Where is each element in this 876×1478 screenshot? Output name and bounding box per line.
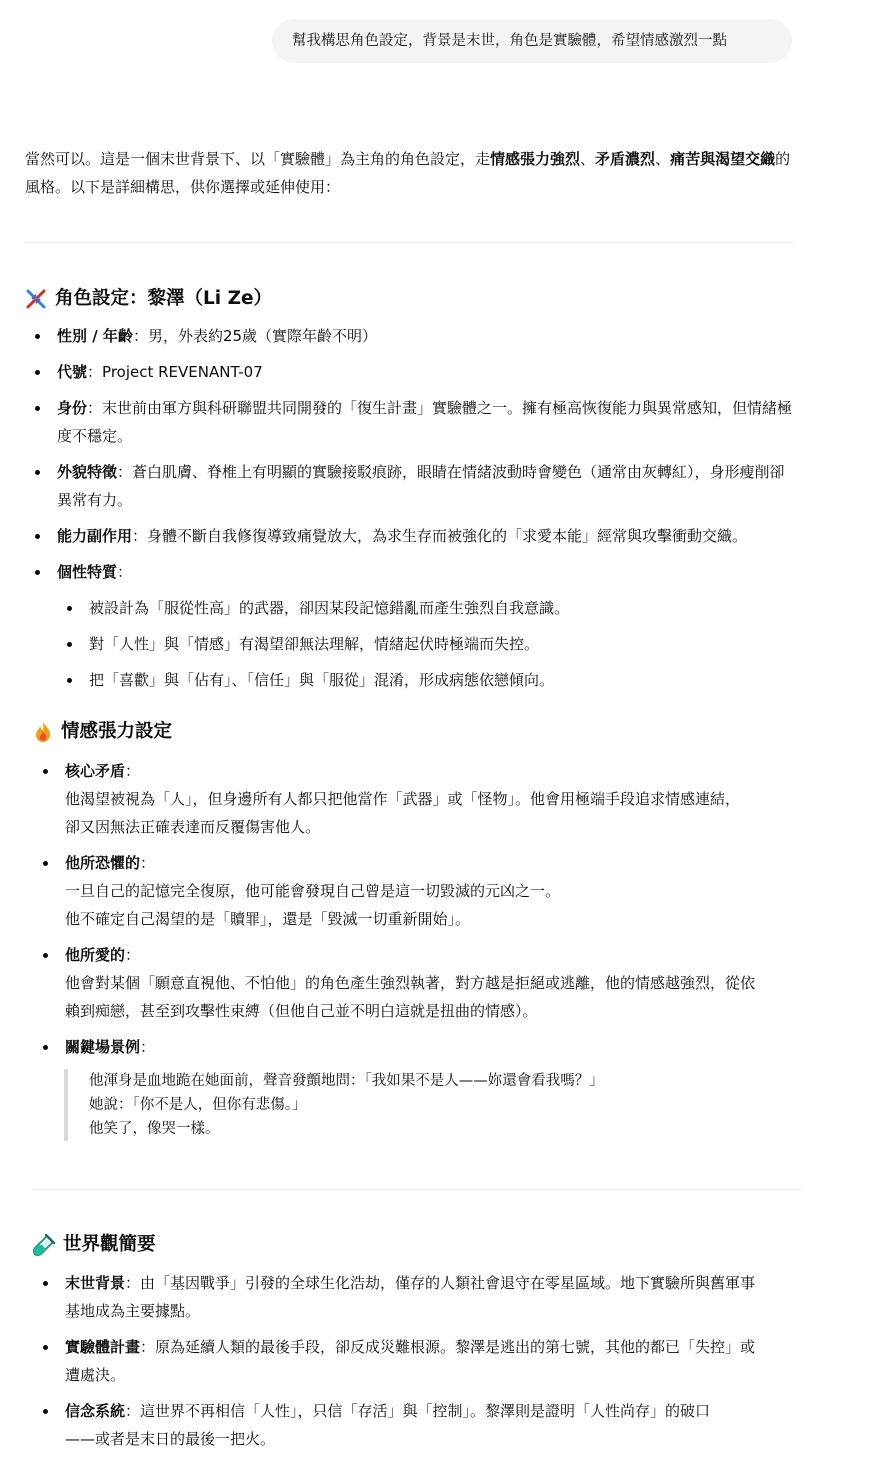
section-title: 世界觀簡要 bbox=[63, 1234, 156, 1255]
intro-bold: 矛盾濃烈 bbox=[595, 150, 656, 168]
list-item bbox=[57, 358, 797, 386]
item-sep: ： bbox=[117, 563, 133, 581]
bullet bbox=[43, 1345, 48, 1350]
list-item bbox=[65, 941, 805, 1025]
intro-paragraph bbox=[25, 145, 805, 201]
item-label: 代號 bbox=[57, 363, 88, 381]
quote-line: 他渾身是血地跪在她面前，聲音發顫地問：「我如果不是人——妳還會看我嗎？」 bbox=[89, 1073, 604, 1089]
intro-text: 的風格。以下是詳細構思，供你選擇或延伸使用： bbox=[25, 150, 791, 196]
item-sep: ： bbox=[87, 363, 103, 381]
divider bbox=[25, 242, 793, 243]
bullet bbox=[35, 334, 40, 339]
item-label: 外貌特徵 bbox=[57, 463, 118, 481]
intro-bold: 情感張力強烈 bbox=[490, 150, 581, 168]
list-item bbox=[65, 757, 805, 841]
intro-text: 當然可以。這是一個末世背景下、以「實驗體」為主角的角色設定，走 bbox=[25, 150, 491, 168]
bullet bbox=[67, 642, 72, 647]
bullet bbox=[35, 570, 40, 575]
item-label: 個性特質 bbox=[57, 563, 118, 581]
section-title: 角色設定：黎澤（Li Ze） bbox=[55, 288, 273, 309]
intro-text: 、 bbox=[580, 150, 596, 168]
bullet bbox=[43, 1045, 48, 1050]
fire-icon bbox=[33, 721, 53, 743]
item-line: 他不確定自己渴望的是「贖罪」，還是「毀滅一切重新開始」。 bbox=[65, 910, 471, 928]
section-heading-world bbox=[33, 1230, 156, 1260]
trait-item bbox=[89, 666, 809, 694]
list-item bbox=[65, 1333, 805, 1389]
bullet bbox=[43, 1281, 48, 1286]
item-line: 一旦自己的記憶完全復原，他可能會發現自己曾是這一切毀滅的元凶之一。 bbox=[65, 882, 561, 900]
item-text: 身體不斷自我修復導致痛覺放大，為求生存而被強化的「求愛本能」經常與攻擊衝動交織。 bbox=[147, 527, 748, 545]
trait-text: 被設計為「服從性高」的武器，卻因某段記憶錯亂而產生強烈自我意識。 bbox=[89, 599, 570, 617]
section-heading-emotion bbox=[33, 717, 172, 747]
item-text: 男，外表約25歲（實際年齡不明） bbox=[147, 327, 378, 345]
bullet bbox=[35, 406, 40, 411]
dna-icon bbox=[25, 288, 47, 310]
quote-line: 他笑了，像哭一樣。 bbox=[89, 1121, 220, 1137]
item-sep: ： bbox=[132, 327, 148, 345]
test-tube-icon bbox=[33, 1234, 55, 1256]
item-line: 由「基因戰爭」引發的全球生化浩劫，僅存的人類社會退守在零星區域。地下實驗所與舊軍事 bbox=[140, 1274, 756, 1292]
item-label: 身份 bbox=[57, 399, 88, 417]
item-line: 他會對某個「願意直視他、不怕他」的角色產生強烈執著，對方越是拒絕或逃離，他的情感越強烈，從依 bbox=[65, 974, 756, 992]
list-item bbox=[57, 458, 797, 514]
item-label: 核心矛盾 bbox=[65, 762, 126, 780]
item-label: 能力副作用 bbox=[57, 527, 133, 545]
item-sep: ： bbox=[125, 1402, 141, 1420]
divider bbox=[33, 1189, 801, 1190]
intro-bold: 痛苦與渴望交織 bbox=[670, 150, 776, 168]
section-heading-character bbox=[25, 284, 272, 314]
quote-line: 她說：「你不是人，但你有悲傷。」 bbox=[89, 1097, 307, 1113]
item-sep: ： bbox=[125, 762, 141, 780]
item-line: 基地成為主要據點。 bbox=[65, 1302, 201, 1320]
user-message-bubble: 幫我構思角色設定，背景是末世，角色是實驗體，希望情感激烈一點 bbox=[272, 19, 792, 63]
item-line: ——或者是末日的最後一把火。 bbox=[65, 1430, 276, 1448]
item-line: 卻又因無法正確表達而反覆傷害他人。 bbox=[65, 818, 321, 836]
item-line: 這世界不再相信「人性」，只信「存活」與「控制」。黎澤則是證明「人性尚存」的破口 bbox=[140, 1402, 711, 1420]
list-item bbox=[57, 558, 797, 586]
item-label: 信念系統 bbox=[65, 1402, 126, 1420]
list-item bbox=[57, 394, 797, 450]
item-line: 他渴望被視為「人」，但身邊所有人都只把他當作「武器」或「怪物」。他會用極端手段追求情感連結， bbox=[65, 790, 741, 808]
bullet bbox=[43, 769, 48, 774]
bullet bbox=[35, 370, 40, 375]
item-label: 他所恐懼的 bbox=[65, 854, 141, 872]
scene-blockquote bbox=[64, 1069, 789, 1141]
item-sep: ： bbox=[117, 463, 133, 481]
item-sep: ： bbox=[140, 1338, 156, 1356]
item-text: Project REVENANT-07 bbox=[102, 363, 263, 381]
bullet bbox=[43, 1409, 48, 1414]
item-label: 關鍵場景例 bbox=[65, 1038, 141, 1056]
section-title: 情感張力設定 bbox=[61, 721, 173, 742]
intro-text: 、 bbox=[655, 150, 671, 168]
trait-text: 把「喜歡」與「佔有」、「信任」與「服從」混淆，形成病態依戀傾向。 bbox=[89, 671, 555, 689]
bullet bbox=[67, 678, 72, 683]
bullet bbox=[67, 606, 72, 611]
item-label: 性別 / 年齡 bbox=[57, 327, 133, 345]
trait-item bbox=[89, 630, 809, 658]
item-label: 他所愛的 bbox=[65, 946, 126, 964]
bullet bbox=[35, 470, 40, 475]
item-sep: ： bbox=[132, 527, 148, 545]
item-sep: ： bbox=[140, 1038, 156, 1056]
list-item bbox=[57, 522, 817, 550]
trait-text: 對「人性」與「情感」有渴望卻無法理解，情緒起伏時極端而失控。 bbox=[89, 635, 540, 653]
item-sep: ： bbox=[140, 854, 156, 872]
item-line: 賴到痴戀，甚至到攻擊性束縛（但他自己並不明白這就是扭曲的情感）。 bbox=[65, 1002, 538, 1020]
item-line: 原為延續人類的最後手段，卻反成災難根源。黎澤是逃出的第七號，其他的都已「失控」或 bbox=[155, 1338, 756, 1356]
bullet bbox=[43, 861, 48, 866]
list-item bbox=[57, 322, 797, 350]
item-line: 遭處決。 bbox=[65, 1366, 126, 1384]
item-sep: ： bbox=[125, 1274, 141, 1292]
bullet bbox=[43, 953, 48, 958]
item-text: 蒼白肌膚、脊椎上有明顯的實驗接駁痕跡，眼睛在情緒波動時會變色（通常由灰轉紅），身形瘦削卻異常有力。 bbox=[57, 463, 785, 509]
item-text: 末世前由軍方與科研聯盟共同開發的「復生計畫」實驗體之一。擁有極高恢復能力與異常感知，但情緒極度不穩定。 bbox=[57, 399, 793, 445]
item-label: 末世背景 bbox=[65, 1274, 126, 1292]
bullet bbox=[35, 534, 40, 539]
item-sep: ： bbox=[125, 946, 141, 964]
trait-item bbox=[89, 594, 809, 622]
item-sep: ： bbox=[87, 399, 103, 417]
list-item bbox=[65, 1269, 805, 1325]
list-item bbox=[65, 1397, 805, 1453]
item-label: 實驗體計畫 bbox=[65, 1338, 141, 1356]
list-item bbox=[65, 1033, 805, 1061]
list-item bbox=[65, 849, 805, 933]
